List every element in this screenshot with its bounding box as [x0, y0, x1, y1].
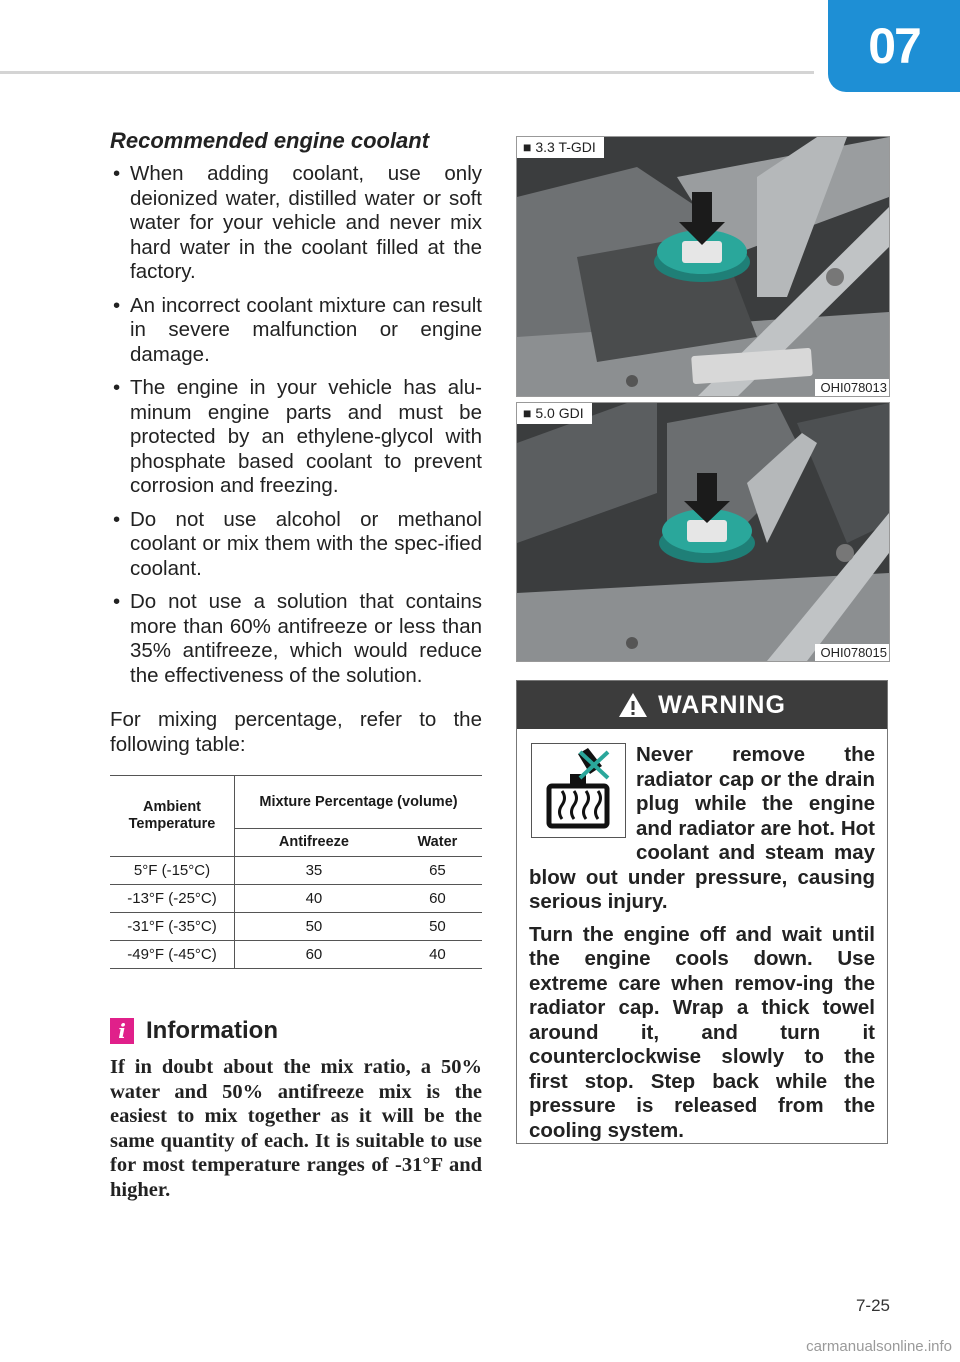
- section-title: Recommended engine coolant: [110, 128, 430, 153]
- cell-antifreeze: 50: [235, 913, 393, 941]
- coolant-bullet-list: [110, 162, 482, 688]
- warning-title: WARNING: [658, 690, 786, 719]
- bullet-item: [110, 508, 482, 582]
- bullet-dot: •: [113, 162, 121, 185]
- table-row: [110, 885, 482, 913]
- engine-bay-illustration: [517, 403, 889, 661]
- header-antifreeze: Antifreeze: [235, 829, 393, 857]
- bullet-text: Do not use alcohol or methanol coolant or mix them with the spec-ified coolant.: [130, 507, 482, 580]
- information-body: If in doubt about the mix ratio, a 50% water and 50% antifreeze mix is the easiest to mix together as it will be the same quantity of each. It is suitable to use for most temperature ranges of -31°F and higher.: [110, 1056, 482, 1201]
- header-mixture-percentage: Mixture Percentage (volume): [235, 776, 483, 829]
- cell-water: 40: [393, 941, 482, 969]
- bullet-dot: •: [113, 293, 121, 317]
- figure-label: ■ 3.3 T-GDI: [517, 137, 604, 158]
- table-row: [110, 857, 482, 885]
- information-box: [110, 1017, 482, 1202]
- engine-bay-illustration: [517, 137, 889, 396]
- warning-triangle-icon: [618, 692, 648, 718]
- header-water: Water: [393, 829, 482, 857]
- chapter-tab: 07: [828, 0, 960, 92]
- bullet-item: [110, 294, 482, 368]
- information-title: Information: [146, 1017, 278, 1044]
- cell-water: 50: [393, 913, 482, 941]
- bullet-text: The engine in your vehicle has alu-minum engine parts and must be protected by an ethylene-glycol with phosphate based coolant to prevent corrosion and freezing.: [130, 376, 482, 497]
- cell-antifreeze: 60: [235, 941, 393, 969]
- table-intro: For mixing percentage, refer to the following table:: [110, 708, 482, 756]
- bullet-text: An incorrect coolant mixture can result in severe malfunction or engine damage.: [130, 293, 482, 366]
- cell-temperature: -31°F (-35°C): [110, 913, 235, 941]
- info-icon: i: [110, 1018, 134, 1044]
- bullet-item: [110, 590, 482, 688]
- hot-radiator-icon: [531, 743, 626, 838]
- cell-temperature: -49°F (-45°C): [110, 941, 235, 969]
- figure-code: OHI078015: [815, 644, 890, 661]
- bullet-dot: •: [113, 590, 121, 613]
- bullet-dot: •: [113, 376, 121, 399]
- bullet-item: [110, 376, 482, 499]
- bullet-text: Do not use a solution that contains more than 60% antifreeze or less than 35% antifreeze, which would reduce the effectiveness of the solution.: [130, 590, 482, 687]
- warning-text-1: Never remove the radiator cap or the drain plug while the engine and radiator are hot. Hot coolant and steam may blow out under pressure, causing serious injury.: [529, 743, 875, 913]
- table-row: [110, 941, 482, 969]
- cell-temperature: 5°F (-15°C): [110, 857, 235, 885]
- warning-header: [517, 681, 887, 729]
- cell-antifreeze: 40: [235, 885, 393, 913]
- page-number: 7-25: [855, 1296, 890, 1315]
- warning-box: [516, 680, 888, 1144]
- information-header: [110, 1017, 482, 1045]
- figure-code: OHI078013: [815, 379, 890, 396]
- figure-5-0-gdi: [516, 402, 890, 662]
- cell-temperature: -13°F (-25°C): [110, 885, 235, 913]
- bullet-text: When adding coolant, use only deionized water, distilled water or soft water for your vehicle and never mix hard water in the coolant filled at the factory.: [130, 162, 482, 283]
- header-ambient-temperature: Ambient Temperature: [110, 776, 235, 857]
- cell-water: 60: [393, 885, 482, 913]
- bullet-dot: •: [113, 507, 121, 531]
- cell-antifreeze: 35: [235, 857, 393, 885]
- table-row: [110, 913, 482, 941]
- figure-label: ■ 5.0 GDI: [517, 403, 592, 424]
- header-rule: [0, 71, 814, 74]
- footer-watermark: carmanualsonline.info: [806, 1338, 952, 1355]
- figure-3-3-tgdi: [516, 136, 890, 397]
- warning-text-2: Turn the engine off and wait until the engine cools down. Use extreme care when remov-ing the radiator cap. Wrap a thick towel around it, and turn it counterclockwise slowly to the first stop. Step back while the pressure is released from the cooling system.: [529, 922, 875, 1142]
- cell-water: 65: [393, 857, 482, 885]
- mixture-table: [110, 775, 482, 969]
- warning-body: [517, 729, 887, 1143]
- left-column: [110, 128, 482, 1202]
- bullet-item: [110, 162, 482, 285]
